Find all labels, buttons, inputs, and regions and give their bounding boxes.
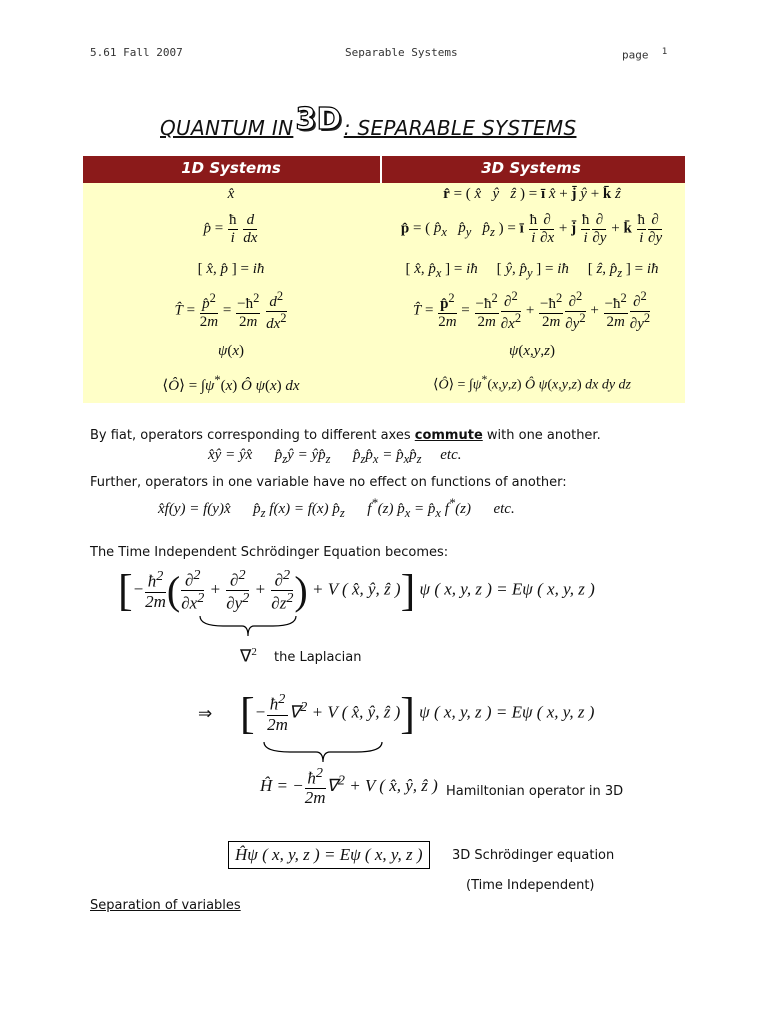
hamiltonian-equation: Ĥ = − $\frac{ħ^2}{2m}$ ∇$^2$ + V ( x̂, ŷ, ẑ ) — [260, 765, 438, 808]
tise-equation: [− $\frac{ħ^2}{2m}$ ( $\frac{\partial^2}{\partial x^2}$ + $\frac{\partial^2}{\partial y^2}$ + $\frac{\partial^2}{\partial z^2}$ ) + V ( x̂, ŷ, ẑ )] ψ ( x, y, z ) = Eψ ( x, y, z ) — [118, 566, 595, 615]
col-header-1d: 1D Systems — [181, 159, 281, 177]
row-3d-commutators: [ x̂, $p̂_x$ ] = iħ [ ŷ, $p̂_y$ ] = iħ [ ẑ, $p̂_z$ ] = iħ — [405, 261, 659, 280]
header-course: 5.61 Fall 2007 — [90, 46, 183, 59]
row-1d-expectation: ⟨Ô⟩ = ∫ψ*(x) Ô ψ(x) dx — [162, 373, 300, 394]
row-3d-expectation: ⟨Ô⟩ = ∫ψ*(x,y,z) Ô ψ(x,y,z) dx dy dz — [432, 373, 631, 393]
title-3d-logo: 3D — [295, 102, 342, 137]
hamiltonian-label: Hamiltonian operator in 3D — [446, 784, 624, 799]
tise-laplacian-equation: [− $\frac{ħ^2}{2m}$ ∇$^2$ + V ( x̂, ŷ, ẑ )] ψ ( x, y, z ) = Eψ ( x, y, z ) — [240, 689, 595, 738]
commute-word: commute — [414, 428, 483, 443]
schrodinger-3d-boxed: Ĥψ ( x, y, z ) = Eψ ( x, y, z ) — [228, 841, 430, 869]
row-3d-position: r̂ = ( x̂ ŷ ẑ ) = ī x̂ + j̄ ŷ + k̄ ẑ — [443, 186, 621, 202]
commute-equations: x̂ŷ = ŷx̂ $p̂_zŷ$ = $ŷp̂_z$ $p̂_zp̂_x$ = $p̂_xp̂_z$ etc. — [208, 447, 462, 466]
row-1d-commutator: [ x̂, p̂ ] = iħ — [197, 261, 265, 277]
row-3d-wavefunction: ψ(x,y,z) — [508, 343, 555, 359]
underbrace-hamiltonian — [262, 740, 384, 766]
underbrace-laplacian — [198, 614, 298, 640]
row-1d-wavefunction: ψ(x) — [218, 343, 244, 359]
function-equations: x̂f(y) = f(y)x̂ $p̂_z$ f(x) = f(x) $p̂_z$ f*(z) $p̂_x$ = $p̂_x$ f*(z) etc. — [158, 496, 515, 520]
row-3d-momentum: p̂ = ( $p̂_x$ $p̂_y$ $p̂_z$ ) = ī $\frac{ħ}{i}$ $\frac{\partial}{\partial x}$ + j̄ $\frac{ħ}{i}$ $\frac{\partial}{\partial y}$ + k̄ $\frac{ħ}{i}$ $\frac{\partial}{\partial y}$ — [400, 212, 663, 246]
row-1d-kinetic: T̂ = $\frac{p̂^2}{2m}$ = $\frac{-ħ^2}{2m}$ $\frac{d^2}{dx^2}$ — [174, 289, 287, 332]
row-1d-position: x̂ — [227, 186, 235, 202]
header-topic: Separable Systems — [345, 46, 458, 59]
page-label: page — [622, 48, 649, 62]
separation-heading: Separation of variables — [90, 898, 241, 913]
header-page — [622, 46, 667, 62]
col-header-3d: 3D Systems — [481, 159, 581, 177]
time-independent-label: (Time Independent) — [466, 878, 595, 893]
page-number: 1 — [661, 46, 668, 57]
fiat-pre: By fiat, operators corresponding to different axes — [90, 428, 415, 443]
comparison-table — [83, 156, 685, 403]
tise-intro: The Time Independent Schrödinger Equation becomes: — [90, 545, 449, 560]
fiat-post: with one another. — [482, 428, 601, 443]
fiat-sentence — [90, 428, 601, 443]
nabla-symbol: ∇$^2$ — [240, 646, 257, 666]
column-divider — [380, 156, 382, 183]
row-3d-kinetic: T̂ = $\frac{p̂^2}{2m}$ = $\frac{-ħ^2}{2m}$ $\frac{\partial^2}{\partial x^2}$ + $\frac{-ħ^2}{2m}$ $\frac{\partial^2}{\partial y^2}$ + $\frac{-ħ^2}{2m}$ $\frac{\partial^2}{\partial y^2}$ — [412, 289, 651, 332]
title-suffix: : SEPARABLE SYSTEMS — [343, 116, 577, 140]
table-header — [83, 156, 685, 183]
implies-arrow: ⇒ — [198, 704, 213, 723]
title-prefix: QUANTUM IN — [160, 116, 294, 140]
further-sentence: Further, operators in one variable have no effect on functions of another: — [90, 475, 567, 490]
page-title — [160, 102, 577, 143]
row-1d-momentum: p̂ = $\frac{ħ}{i}$ $\frac{d}{dx}$ — [203, 212, 258, 246]
laplacian-label: the Laplacian — [274, 650, 362, 665]
schrodinger-3d-label: 3D Schrödinger equation — [452, 848, 615, 863]
